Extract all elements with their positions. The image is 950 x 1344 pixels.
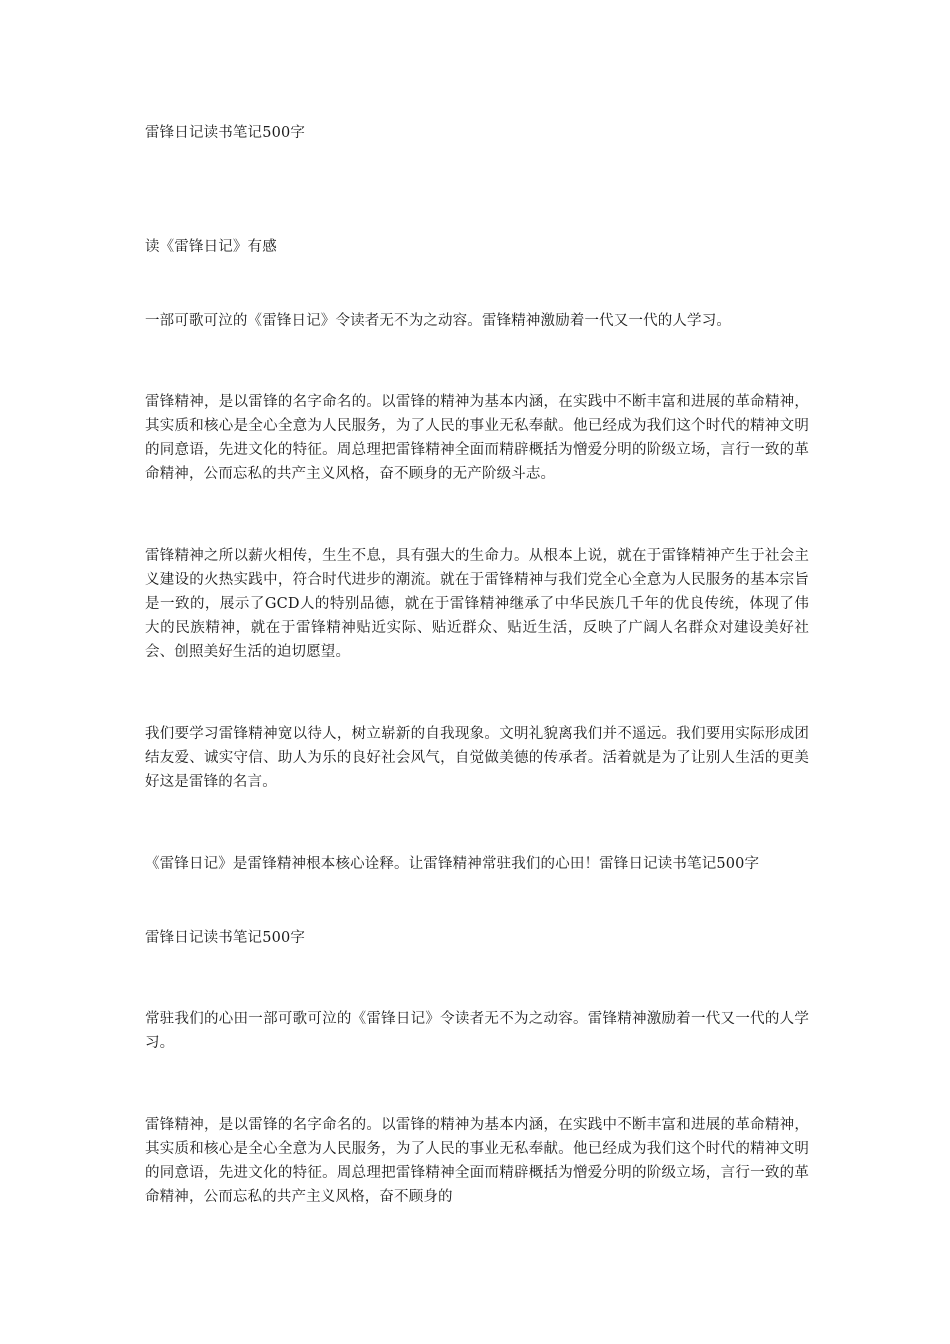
document-title: 雷锋日记读书笔记500字 (145, 125, 305, 141)
paragraph: 雷锋精神，是以雷锋的名字命名的。以雷锋的精神为基本内涵，在实践中不断丰富和进展的革命精神，其实质和核心是全心全意为人民服务，为了人民的事业无私奉献。他已经成为我们这个时代的精神文明的同意语，先进文化的特征。周总理把雷锋精神全面而精辟概括为憎爱分明的阶级立场，言行一致的革命精神，公而忘私的共产主义风格，奋不顾身的 (145, 1117, 809, 1205)
paragraph: 雷锋精神，是以雷锋的名字命名的。以雷锋的精神为基本内涵，在实践中不断丰富和进展的革命精神，其实质和核心是全心全意为人民服务，为了人民的事业无私奉献。他已经成为我们这个时代的精神文明的同意语，先进文化的特征。周总理把雷锋精神全面而精辟概括为憎爱分明的阶级立场，言行一致的革命精神，公而忘私的共产主义风格，奋不顾身的无产阶级斗志。 (145, 394, 809, 482)
paragraph: 我们要学习雷锋精神宽以待人，树立崭新的自我现象。文明礼貌离我们并不遥远。我们要用实际形成团结友爱、诚实守信、助人为乐的良好社会风气，自觉做美德的传承者。活着就是为了让别人生活的更美好这是雷锋的名言。 (145, 726, 809, 790)
section-heading: 雷锋日记读书笔记500字 (145, 930, 305, 946)
paragraph: 一部可歌可泣的《雷锋日记》令读者无不为之动容。雷锋精神激励着一代又一代的人学习。 (145, 313, 731, 329)
paragraph: 《雷锋日记》是雷锋精神根本核心诠释。让雷锋精神常驻我们的心田！雷锋日记读书笔记500字 (145, 856, 760, 872)
document-subtitle: 读《雷锋日记》有感 (145, 239, 277, 255)
paragraph: 雷锋精神之所以薪火相传，生生不息，具有强大的生命力。从根本上说，就在于雷锋精神产生于社会主义建设的火热实践中，符合时代进步的潮流。就在于雷锋精神与我们党全心全意为人民服务的基本宗旨是一致的，展示了GCD人的特别品德，就在于雷锋精神继承了中华民族几千年的优良传统，体现了伟大的民族精神，就在于雷锋精神贴近实际、贴近群众、贴近生活，反映了广阔人名群众对建设美好社会、创照美好生活的迫切愿望。 (145, 548, 809, 660)
paragraph: 常驻我们的心田一部可歌可泣的《雷锋日记》令读者无不为之动容。雷锋精神激励着一代又一代的人学习。 (145, 1011, 809, 1051)
document-body (145, 121, 809, 1209)
